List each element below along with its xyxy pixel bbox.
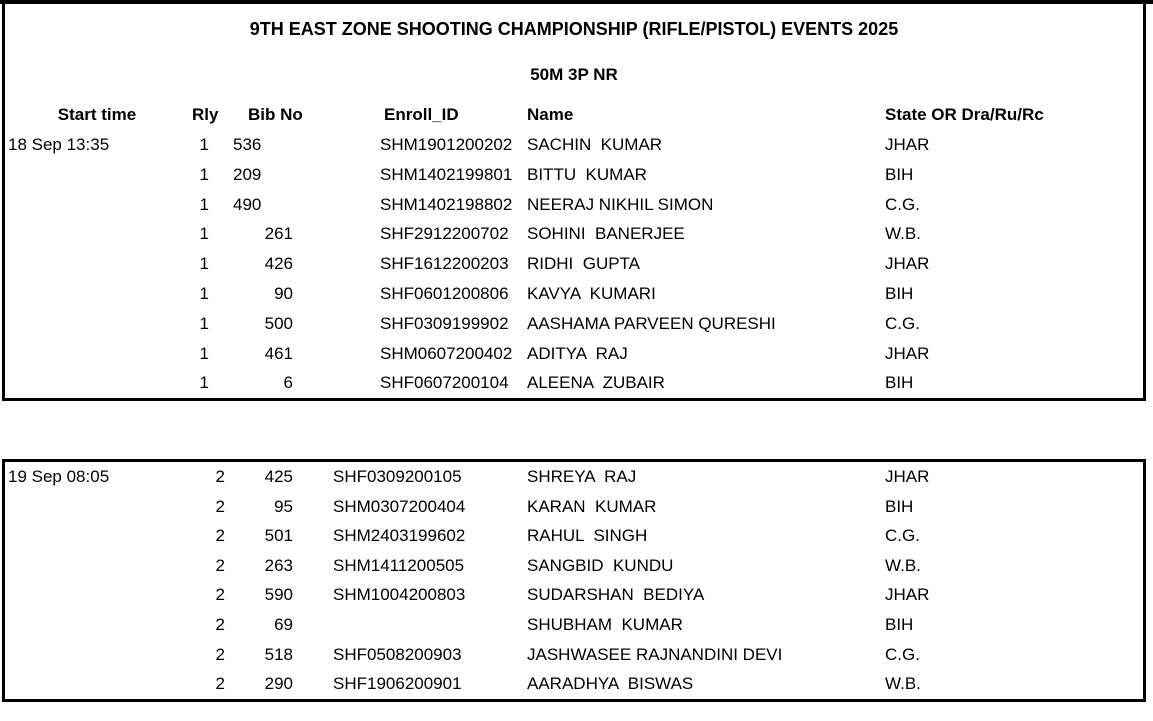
enroll-id-cell: SHM1402198802	[380, 194, 513, 214]
relay-cell: 1	[199, 194, 209, 214]
relay-cell: 1	[199, 313, 209, 333]
shooter-name-cell: SOHINI BANERJEE	[527, 224, 685, 244]
enroll-id-cell: SHM1901200202	[380, 135, 513, 154]
state-cell: W.B.	[885, 224, 921, 244]
table-row	[5, 130, 1143, 160]
state-cell: JHAR	[885, 343, 930, 363]
state-cell: JHAR	[885, 585, 930, 605]
state-cell: W.B.	[885, 555, 921, 575]
table-row	[5, 551, 1143, 581]
state-cell: BIH	[885, 614, 914, 634]
relay-cell: 2	[215, 674, 225, 694]
enroll-id-cell: SHF0607200104	[380, 373, 509, 393]
enroll-id-cell: SHF0601200806	[380, 283, 509, 303]
state-cell: BIH	[885, 373, 914, 393]
shooter-name-cell: KARAN KUMAR	[527, 496, 657, 516]
enroll-id-cell: SHF0508200903	[333, 644, 462, 664]
shooter-name-cell: AASHAMA PARVEEN QURESHI	[527, 313, 776, 333]
shooter-name-cell: ALEENA ZUBAIR	[527, 373, 665, 393]
relay-cell: 2	[215, 644, 225, 664]
bib-no-cell: 425	[264, 467, 293, 486]
bib-no-cell: 501	[264, 526, 293, 546]
state-cell: JHAR	[885, 135, 930, 154]
bib-no-cell: 490	[233, 194, 262, 214]
bib-no-cell: 426	[264, 254, 293, 274]
table-row	[5, 669, 1143, 699]
shooter-name-cell: JASHWASEE RAJNANDINI DEVI	[527, 644, 783, 664]
relay-1-panel	[2, 4, 1146, 401]
bib-no-cell: 518	[264, 644, 293, 664]
shooter-name-cell: SHUBHAM KUMAR	[527, 614, 683, 634]
bib-no-cell: 500	[264, 313, 293, 333]
relay-cell: 1	[199, 224, 209, 244]
relay-cell: 1	[199, 164, 209, 184]
table-row	[5, 219, 1143, 249]
shooter-name-cell: SACHIN KUMAR	[527, 135, 663, 154]
relay-cell: 1	[199, 135, 209, 154]
bib-no-cell: 90	[274, 283, 293, 303]
table-row	[5, 462, 1143, 492]
table-row	[5, 279, 1143, 309]
table-row	[5, 368, 1143, 398]
bib-no-cell: 461	[264, 343, 293, 363]
table-row	[5, 640, 1143, 670]
header-rly: Rly	[192, 105, 219, 124]
header-bib-no: Bib No	[248, 105, 303, 124]
table-row	[5, 339, 1143, 369]
bib-no-cell: 209	[233, 164, 262, 184]
relay-cell: 2	[215, 496, 225, 516]
state-cell: JHAR	[885, 467, 930, 486]
bib-no-cell: 536	[233, 135, 262, 154]
header-name: Name	[527, 105, 574, 124]
state-cell: BIH	[885, 164, 914, 184]
shooter-name-cell: RIDHI GUPTA	[527, 254, 641, 274]
table-row	[5, 309, 1143, 339]
page-title: 9TH EAST ZONE SHOOTING CHAMPIONSHIP (RIFLE/PISTOL) EVENTS 2025	[249, 19, 899, 39]
bib-no-cell: 95	[274, 496, 293, 516]
shooter-name-cell: RAHUL SINGH	[527, 526, 648, 546]
table-row	[5, 492, 1143, 522]
relay-cell: 2	[215, 467, 225, 486]
relay-2-rows	[5, 462, 1143, 699]
enroll-id-cell: SHM2403199602	[333, 526, 466, 546]
state-cell: BIH	[885, 283, 914, 303]
header-enroll-id: Enroll_ID	[384, 105, 459, 124]
bib-no-cell: 261	[264, 224, 293, 244]
event-title: 50M 3P NR	[530, 65, 618, 84]
table-row	[5, 160, 1143, 190]
enroll-id-cell: SHF2912200702	[380, 224, 509, 244]
state-cell: C.G.	[885, 194, 920, 214]
shooter-name-cell: NEERAJ NIKHIL SIMON	[527, 194, 714, 214]
enroll-id-cell: SHF1612200203	[380, 254, 509, 274]
table-header-row	[5, 100, 1143, 130]
table-row	[5, 521, 1143, 551]
shooter-name-cell: SANGBID KUNDU	[527, 555, 674, 575]
relay-cell: 2	[215, 614, 225, 634]
relay-cell: 1	[199, 254, 209, 274]
relay-cell: 2	[215, 555, 225, 575]
enroll-id-cell: SHF0309200105	[333, 467, 462, 486]
shooter-name-cell: BITTU KUMAR	[527, 164, 647, 184]
table-row	[5, 190, 1143, 220]
table-row	[5, 249, 1143, 279]
start-time-cell: 18 Sep 13:35	[8, 135, 110, 154]
enroll-id-cell: SHM0307200404	[333, 496, 466, 516]
enroll-id-cell: SHM1004200803	[333, 585, 466, 605]
enroll-id-cell: SHF0309199902	[380, 313, 509, 333]
state-cell: JHAR	[885, 254, 930, 274]
table-row	[5, 610, 1143, 640]
start-time-cell: 19 Sep 08:05	[8, 467, 110, 486]
shooter-name-cell: ADITYA RAJ	[527, 343, 628, 363]
bib-no-cell: 69	[274, 614, 293, 634]
bib-no-cell: 6	[283, 373, 293, 393]
enroll-id-cell: SHM1411200505	[333, 555, 465, 575]
shooter-name-cell: AARADHYA BISWAS	[527, 674, 694, 694]
enroll-id-cell: SHF1906200901	[333, 674, 462, 694]
state-cell: W.B.	[885, 674, 921, 694]
relay-cell: 1	[199, 373, 209, 393]
relay-1-rows	[5, 130, 1143, 398]
shooter-name-cell: SHREYA RAJ	[527, 467, 637, 486]
header-state: State OR Dra/Ru/Rc	[885, 105, 1044, 124]
state-cell: BIH	[885, 496, 914, 516]
bib-no-cell: 590	[264, 585, 293, 605]
state-cell: C.G.	[885, 644, 920, 664]
relay-cell: 2	[215, 526, 225, 546]
relay-cell: 1	[199, 283, 209, 303]
shooter-name-cell: KAVYA KUMARI	[527, 283, 656, 303]
bib-no-cell: 290	[264, 674, 293, 694]
relay-cell: 2	[215, 585, 225, 605]
enroll-id-cell: SHM1402199801	[380, 164, 513, 184]
bib-no-cell: 263	[264, 555, 293, 575]
state-cell: C.G.	[885, 313, 920, 333]
relay-cell: 1	[199, 343, 209, 363]
enroll-id-cell: SHM0607200402	[380, 343, 513, 363]
table-row	[5, 580, 1143, 610]
relay-2-panel	[2, 459, 1146, 702]
state-cell: C.G.	[885, 526, 920, 546]
shooter-name-cell: SUDARSHAN BEDIYA	[527, 585, 705, 605]
header-start-time: Start time	[57, 105, 137, 124]
